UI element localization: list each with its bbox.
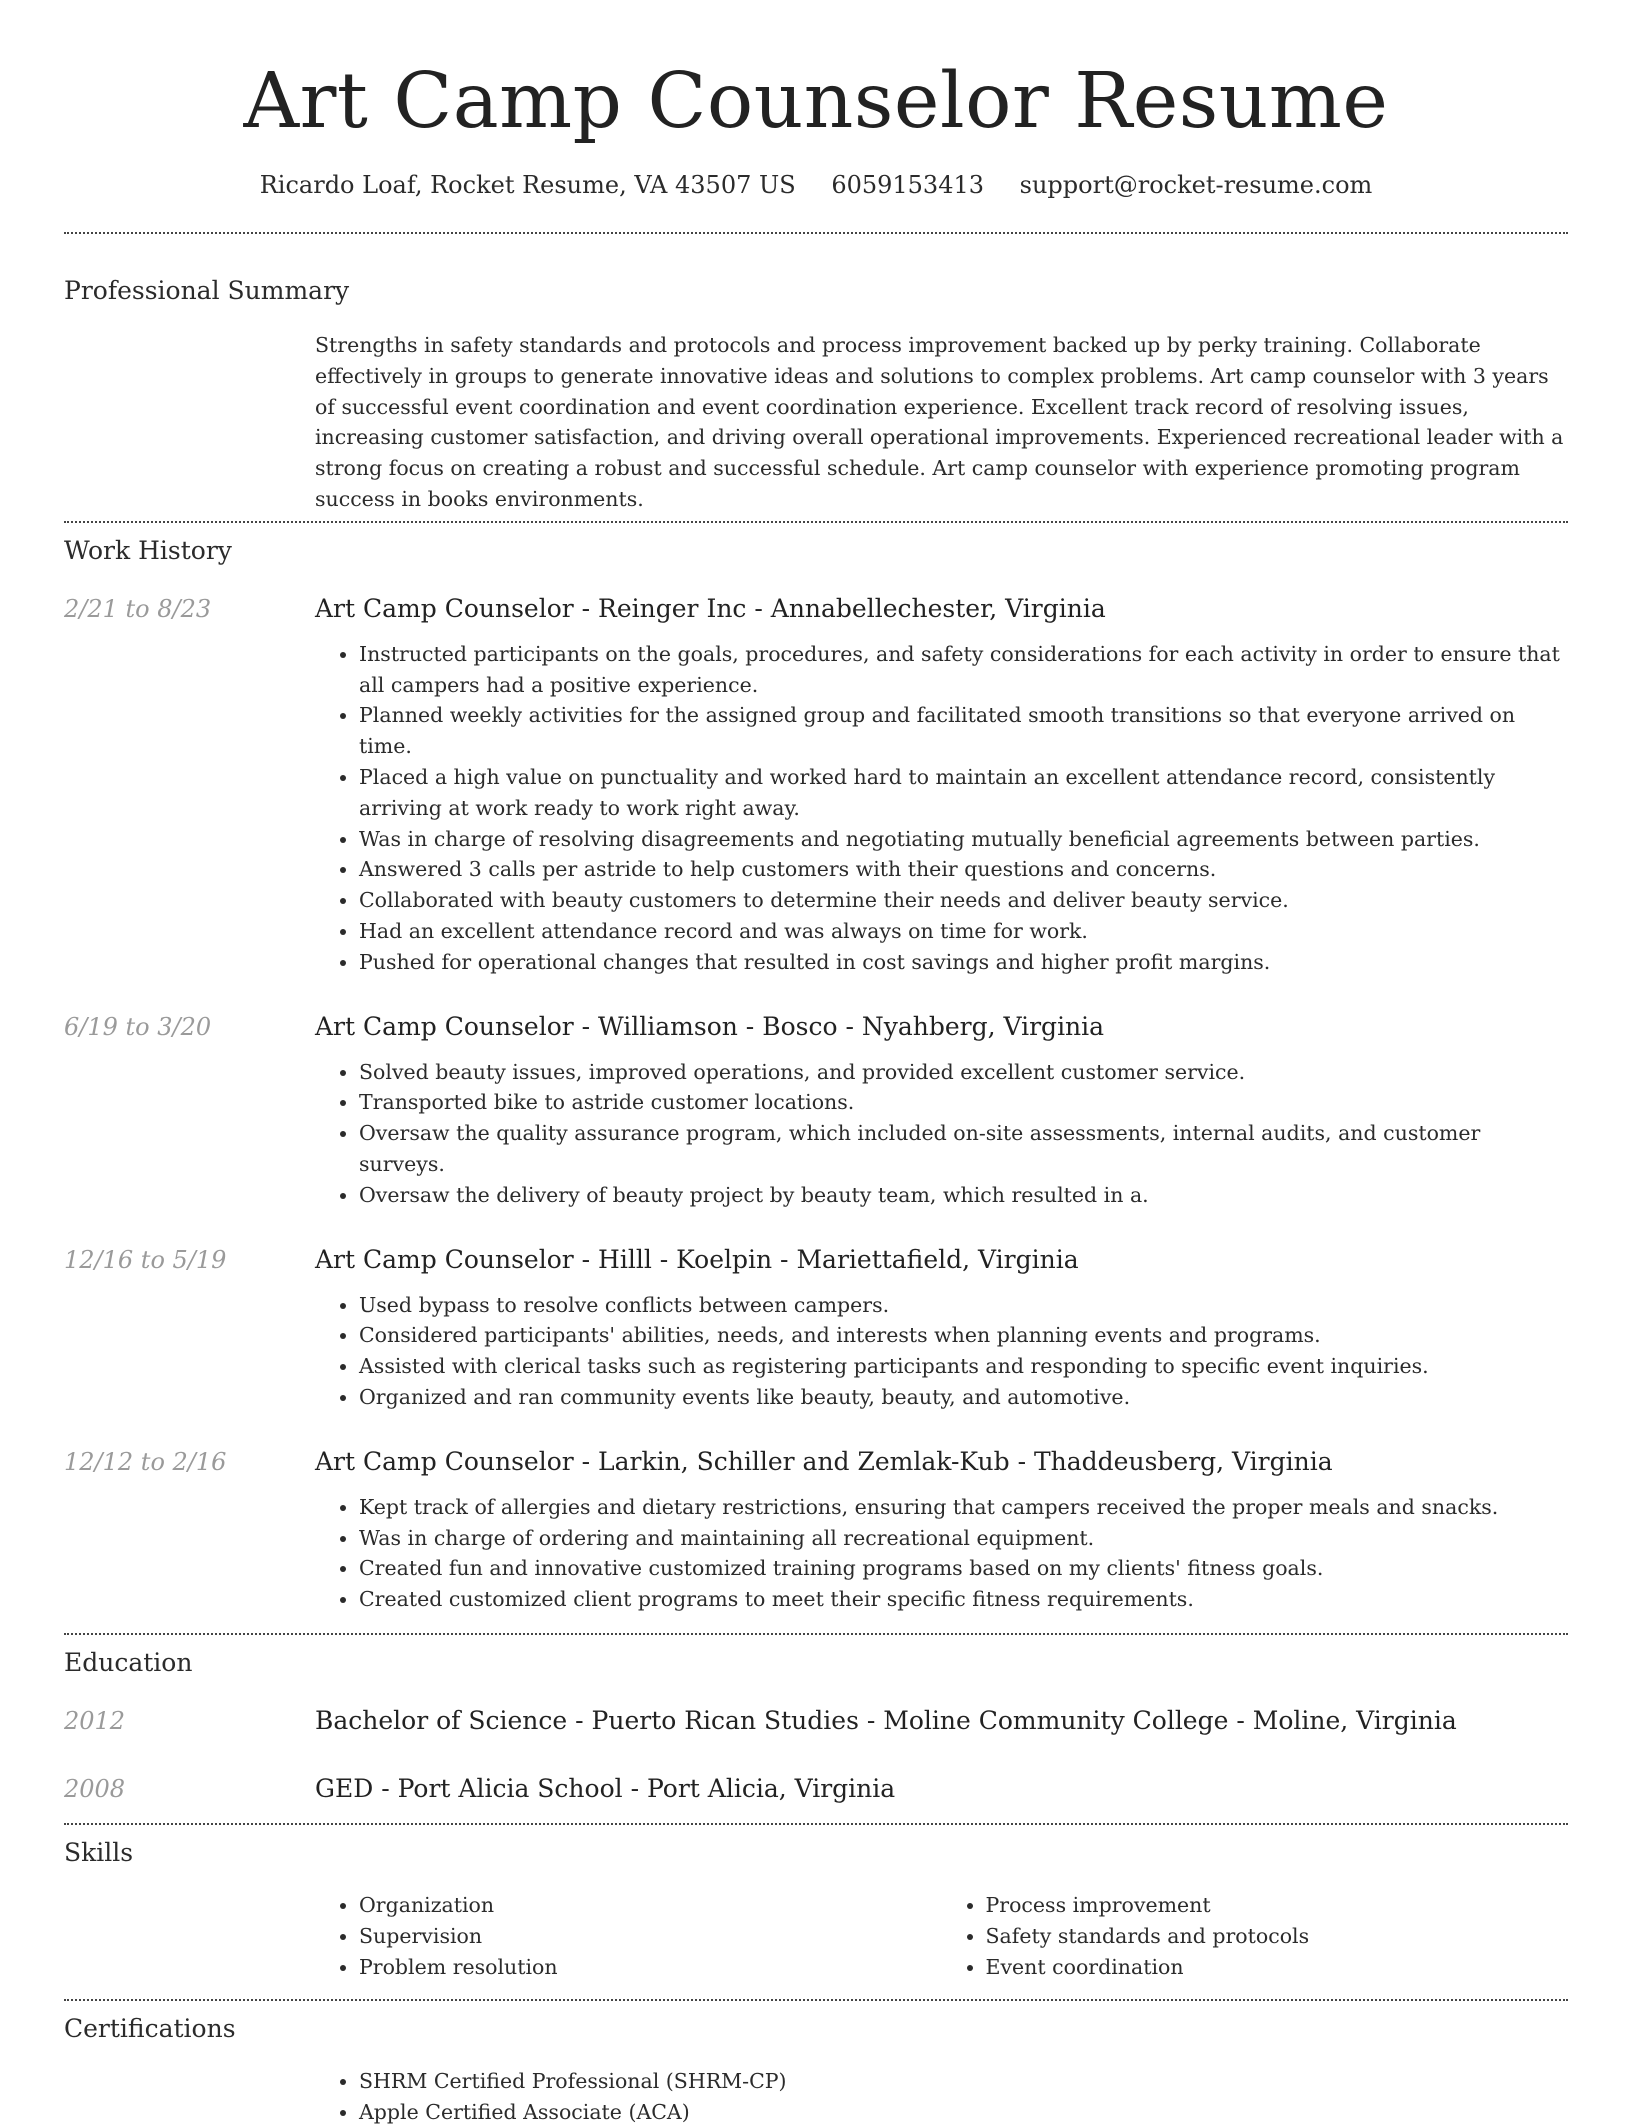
- list-item: • Was in charge of ordering and maintaining all recreational equipment.: [359, 1523, 1568, 1554]
- job-title: Art Camp Counselor - Hilll - Koelpin - Mariettafield, Virginia: [315, 1244, 1079, 1274]
- certifications-list: [315, 2066, 1568, 2128]
- resume-title: Art Camp Counselor Resume: [243, 57, 1389, 146]
- list-item: • SHRM Certified Professional (SHRM-CP): [359, 2066, 1568, 2097]
- job-dates: 12/12 to 2/16: [64, 1447, 227, 1476]
- certifications-content: [315, 2066, 1568, 2128]
- job-bullets: [315, 1290, 1568, 1413]
- list-item: • Process improvement: [986, 1890, 1569, 1921]
- skills-heading: Skills: [64, 1837, 134, 1867]
- list-item: • Considered participants' abilities, needs, and interests when planning events and programs.: [359, 1320, 1568, 1351]
- certifications-row: [64, 2066, 1568, 2128]
- list-item: • Collaborated with beauty customers to determine their needs and deliver beauty service.: [359, 885, 1568, 916]
- summary-heading: Professional Summary: [64, 276, 350, 305]
- list-item: • Apple Certified Associate (ACA): [359, 2097, 1568, 2128]
- job-entry: [64, 592, 1568, 978]
- work-history-section: [64, 534, 1568, 1615]
- education-year: 2008: [64, 1774, 126, 1803]
- section-divider: [64, 1823, 1568, 1825]
- job-dates: 12/16 to 5/19: [64, 1245, 227, 1274]
- list-item: • Safety standards and protocols: [986, 1921, 1569, 1952]
- list-item: • Used bypass to resolve conflicts between campers.: [359, 1290, 1568, 1321]
- contact-phone: 6059153413: [831, 171, 985, 199]
- list-item: • Planned weekly activities for the assigned group and facilitated smooth transitions so that everyone arrived on time.: [359, 700, 1568, 762]
- resume-page: [64, 0, 1568, 2128]
- certifications-heading: Certifications: [64, 2014, 236, 2044]
- list-item: • Organization: [359, 1890, 942, 1921]
- list-item: • Event coordination: [986, 1952, 1569, 1983]
- job-title: Art Camp Counselor - Reinger Inc - Annabellechester, Virginia: [315, 593, 1106, 623]
- list-item: • Transported bike to astride customer locations.: [359, 1087, 1568, 1118]
- list-item: • Problem resolution: [359, 1952, 942, 1983]
- education-heading: Education: [64, 1647, 193, 1677]
- job-dates: 6/19 to 3/20: [64, 1012, 212, 1041]
- summary-text: Strengths in safety standards and protocols and process improvement backed up by perky training. Collaborate effectively in groups to generate innovative ideas and solutions to complex problems. Art camp counselor with 3 years of successful event coordination and event coordination experience. Excellent track record of resolving issues, increasing customer satisfaction, and driving overall operational improvements. Experienced recreational leader with a strong focus on creating a robust and successful schedule. Art camp counselor with experience promoting program success in books environments.: [315, 333, 1564, 511]
- education-entry: [64, 1704, 1568, 1738]
- certifications-section: [64, 2012, 1568, 2128]
- job-content: [315, 1010, 1568, 1211]
- skills-list-right: [942, 1890, 1569, 1982]
- contact-address: Ricardo Loaf, Rocket Resume, VA 43507 US: [259, 171, 796, 199]
- section-divider: [64, 521, 1568, 523]
- list-item: • Was in charge of resolving disagreements and negotiating mutually beneficial agreements between parties.: [359, 824, 1568, 855]
- education-year: 2012: [64, 1706, 126, 1735]
- section-divider: [64, 232, 1568, 234]
- education-section: [64, 1646, 1568, 1806]
- job-content: [315, 592, 1568, 978]
- job-content: [315, 1243, 1568, 1413]
- skills-list-left: [315, 1890, 942, 1982]
- job-content: [315, 1445, 1568, 1615]
- summary-row: [64, 330, 1568, 515]
- section-divider: [64, 1633, 1568, 1635]
- list-item: • Organized and ran community events like beauty, beauty, and automotive.: [359, 1382, 1568, 1413]
- contact-line: [64, 168, 1568, 202]
- list-item: • Supervision: [359, 1921, 942, 1952]
- list-item: • Solved beauty issues, improved operations, and provided excellent customer service.: [359, 1057, 1568, 1088]
- list-item: • Assisted with clerical tasks such as registering participants and responding to specific event inquiries.: [359, 1351, 1568, 1382]
- contact-email: support@rocket-resume.com: [1019, 171, 1373, 199]
- list-item: • Created customized client programs to meet their specific fitness requirements.: [359, 1584, 1568, 1615]
- section-divider: [64, 1999, 1568, 2001]
- skills-section: [64, 1836, 1568, 1982]
- list-item: • Kept track of allergies and dietary restrictions, ensuring that campers received the proper meals and snacks.: [359, 1492, 1568, 1523]
- list-item: • Placed a high value on punctuality and worked hard to maintain an excellent attendance record, consistently arriving at work ready to work right away.: [359, 762, 1568, 824]
- skills-columns: [315, 1890, 1568, 1982]
- job-bullets: [315, 1492, 1568, 1615]
- list-item: • Oversaw the delivery of beauty project by beauty team, which resulted in a.: [359, 1180, 1568, 1211]
- job-entry: [64, 1445, 1568, 1615]
- job-bullets: [315, 1057, 1568, 1211]
- job-title: Art Camp Counselor - Larkin, Schiller and Zemlak-Kub - Thaddeusberg, Virginia: [315, 1446, 1333, 1476]
- list-item: • Answered 3 calls per astride to help customers with their questions and concerns.: [359, 854, 1568, 885]
- education-title: GED - Port Alicia School - Port Alicia, Virginia: [315, 1773, 896, 1803]
- list-item: • Had an excellent attendance record and was always on time for work.: [359, 916, 1568, 947]
- job-entry: [64, 1243, 1568, 1413]
- job-bullets: [315, 639, 1568, 978]
- skills-row: [64, 1890, 1568, 1982]
- job-title: Art Camp Counselor - Williamson - Bosco - Nyahberg, Virginia: [315, 1011, 1105, 1041]
- job-entry: [64, 1010, 1568, 1211]
- summary-section: [64, 274, 1568, 515]
- list-item: • Oversaw the quality assurance program, which included on-site assessments, internal audits, and customer surveys.: [359, 1118, 1568, 1180]
- list-item: • Created fun and innovative customized training programs based on my clients' fitness goals.: [359, 1553, 1568, 1584]
- education-entry: [64, 1772, 1568, 1806]
- list-item: • Pushed for operational changes that resulted in cost savings and higher profit margins.: [359, 947, 1568, 978]
- work-history-heading: Work History: [64, 535, 232, 565]
- education-title: Bachelor of Science - Puerto Rican Studies - Moline Community College - Moline, Virginia: [315, 1705, 1457, 1735]
- list-item: • Instructed participants on the goals, procedures, and safety considerations for each activity in order to ensure that all campers had a positive experience.: [359, 639, 1568, 701]
- job-dates: 2/21 to 8/23: [64, 594, 212, 623]
